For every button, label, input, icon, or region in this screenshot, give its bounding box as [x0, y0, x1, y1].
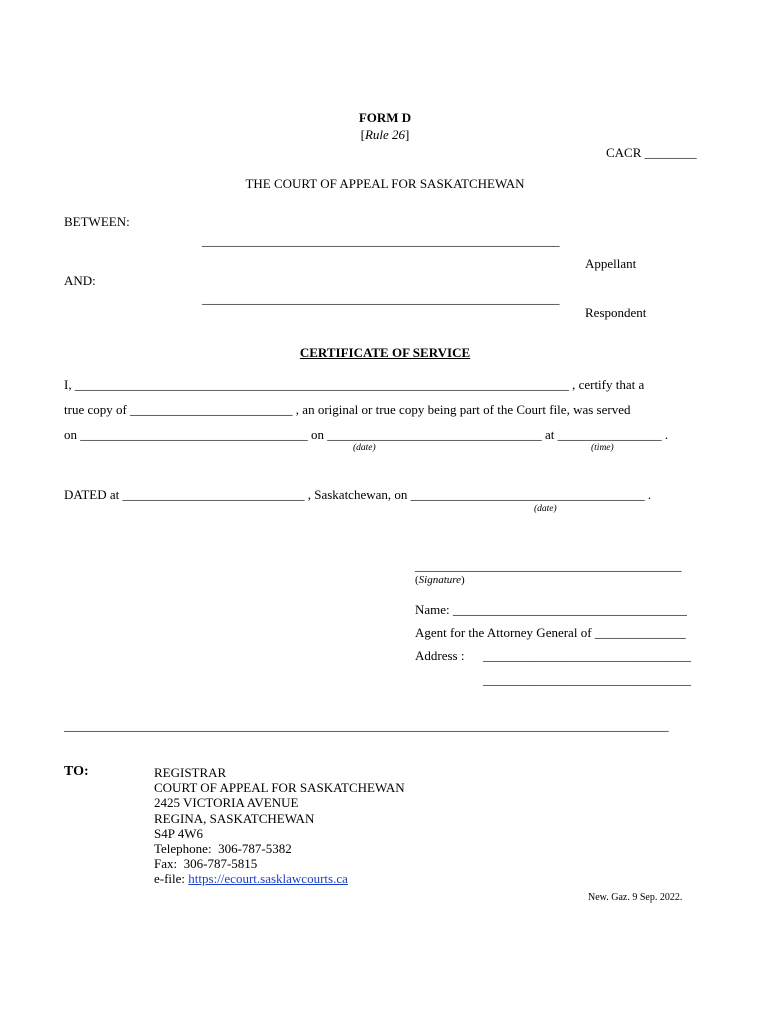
dated-date-caption: (date) — [534, 504, 557, 514]
certificate-title: CERTIFICATE OF SERVICE — [299, 345, 471, 360]
registrar-address-block — [154, 765, 405, 887]
address-line-1: ________________________________ — [483, 648, 691, 663]
signature-caption — [415, 574, 465, 587]
signature-line: _________________________________________ — [415, 558, 682, 573]
respondent-name-line: _______________________________________________________ — [202, 291, 560, 306]
appellant-label: Appellant — [585, 256, 637, 271]
certificate-line-3: on ___________________________________ on _________________________________ at ________________ . — [64, 427, 669, 442]
certificate-line-2: true copy of _________________________ , an original or true copy being part of the Court file, was served — [64, 402, 631, 417]
name-field-line: Name: ____________________________________ — [415, 602, 687, 617]
rule-bracket-open: [ — [360, 127, 365, 142]
time-caption: (time) — [591, 443, 614, 453]
efile-label: e-file: — [154, 871, 189, 887]
postal-code-line: S4P 4W6 — [154, 825, 203, 841]
rule-text: Rule 26 — [364, 127, 406, 142]
agent-field-line: Agent for the Attorney General of ______________ — [415, 625, 686, 640]
signature-paren-close: ) — [461, 574, 465, 586]
fax-line: Fax: 306-787-5815 — [154, 856, 258, 872]
to-label: TO: — [64, 764, 89, 779]
respondent-label: Respondent — [585, 305, 647, 320]
registrar-line: REGISTRAR — [154, 765, 227, 780]
telephone-line: Telephone: 306-787-5382 — [154, 841, 292, 857]
and-label: AND: — [64, 273, 96, 288]
dated-line: DATED at ____________________________ , Saskatchewan, on ____________________________________ . — [64, 487, 652, 502]
section-divider: _____________________________________________________________________________________________ — [64, 719, 669, 733]
signature-caption-text: Signature — [418, 574, 462, 586]
court-name-line: COURT OF APPEAL FOR SASKATCHEWAN — [154, 780, 405, 796]
certificate-line-1: I, ____________________________________________________________________________ , certify that a — [64, 377, 645, 392]
address-line-2: ________________________________ — [483, 672, 691, 687]
appellant-name-line: _______________________________________________________ — [202, 233, 560, 248]
city-line: REGINA, SASKATCHEWAN — [154, 810, 315, 826]
efile-link[interactable]: https://ecourt.sasklawcourts.ca — [188, 871, 348, 887]
date-caption: (date) — [353, 443, 376, 453]
gazette-reference: New. Gaz. 9 Sep. 2022. — [588, 892, 683, 903]
signature-paren-open: ( — [415, 574, 419, 586]
rule-reference — [0, 128, 770, 143]
form-title: FORM D — [358, 110, 412, 125]
rule-bracket-close: ] — [405, 127, 410, 142]
cacr-number: CACR ________ — [606, 145, 697, 160]
street-line: 2425 VICTORIA AVENUE — [154, 795, 299, 811]
address-label: Address : — [415, 648, 465, 663]
court-title: THE COURT OF APPEAL FOR SASKATCHEWAN — [245, 176, 525, 191]
between-label: BETWEEN: — [64, 214, 130, 229]
efile-line — [154, 871, 405, 886]
